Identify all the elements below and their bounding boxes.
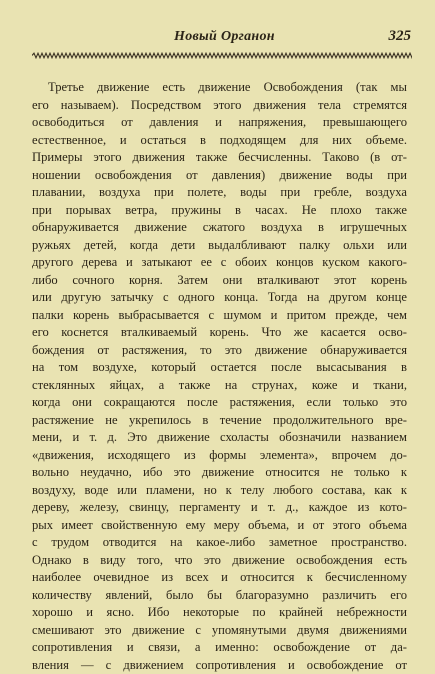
- text-line: сопротивления и связи, а именно: освобождение от да-: [32, 639, 407, 657]
- text-line: когда они сокращаются после растяжения, если только это: [32, 394, 407, 412]
- text-line: другого дерева и затыкают ее с обоих концов куском какого-: [32, 254, 407, 272]
- text-line: вления — с движением сопротивления и освобождение от: [32, 657, 407, 674]
- text-line: мени, и т. д. Это движение схоласты обозначили названием: [32, 429, 407, 447]
- text-line: ношении освобождения от давления) движение воды при: [32, 167, 407, 185]
- text-line: Третье движение есть движение Освобождения (так мы: [32, 79, 407, 97]
- text-line: дереву, железу, свинцу, пергаменту и т. д., каждое из кото-: [32, 499, 407, 517]
- text-line: или другую затычку с одного конца. Тогда на другом конце: [32, 289, 407, 307]
- text-line: его коснется вталкиваемый корень. Что же касается осво-: [32, 324, 407, 342]
- text-line: стеклянных яйцах, а также на струнах, коже и ткани,: [32, 377, 407, 395]
- text-line: рых имеет свойственную ему меру объема, и от этого объема: [32, 517, 407, 535]
- text-line: его называем). Посредством этого движения тела стремятся: [32, 97, 407, 115]
- ornamental-rule-graphic: [32, 52, 412, 59]
- text-line: плавании, воздуха при полете, воды при гребле, воздуха: [32, 184, 407, 202]
- text-line: ружьях детей, когда дети выдалбливают палку ольхи или: [32, 237, 407, 255]
- text-line: палки корень выбрасывается с шумом и притом прежде, чем: [32, 307, 407, 325]
- text-line: с трудом отводится на какое-либо заметное пространство.: [32, 534, 407, 552]
- text-line: растяжение не укрепилось в течение продолжительного вре-: [32, 412, 407, 430]
- text-line: либо сочного корня. Затем они вталкивают этот корень: [32, 272, 407, 290]
- body-text: [32, 79, 407, 674]
- text-line: при порывах ветра, пружины в часах. Не плохо также: [32, 202, 407, 220]
- text-line: бождения от растяжения, то это движение обнаруживается: [32, 342, 407, 360]
- page-number: 325: [389, 28, 412, 45]
- text-line: Примеры этого движения также бесчисленны. Таково (в от-: [32, 149, 407, 167]
- text-line: количеству явлений, было бы благоразумно различить его: [32, 587, 407, 605]
- text-line: на том воздухе, который остается после высасывания в: [32, 359, 407, 377]
- text-line: смешивают это движение с упомянутыми двумя движениями: [32, 622, 407, 640]
- text-line: хорошо и ясно. Ибо некоторые по крайней небрежности: [32, 604, 407, 622]
- running-title: Новый Органон: [174, 29, 275, 45]
- ornamental-rule: [32, 52, 412, 59]
- text-line: Однако в виду того, что это движение освобождения есть: [32, 552, 407, 570]
- text-line: «движения, исходящего из формы элемента», впрочем до-: [32, 447, 407, 465]
- text-line: наиболее очевидное из всех и относится к бесчисленному: [32, 569, 407, 587]
- text-line: освободиться от давления и напряжения, превышающего: [32, 114, 407, 132]
- text-line: вольно неудачно, ибо это движение относится не только к: [32, 464, 407, 482]
- text-line: воздуху, воде или пламени, но к телу любого состава, как к: [32, 482, 407, 500]
- page-header: [32, 28, 413, 46]
- text-line: обнаруживается движение сжатого воздуха в игрушечных: [32, 219, 407, 237]
- text-line: естественное, и остаться в подходящем для них объеме.: [32, 132, 407, 150]
